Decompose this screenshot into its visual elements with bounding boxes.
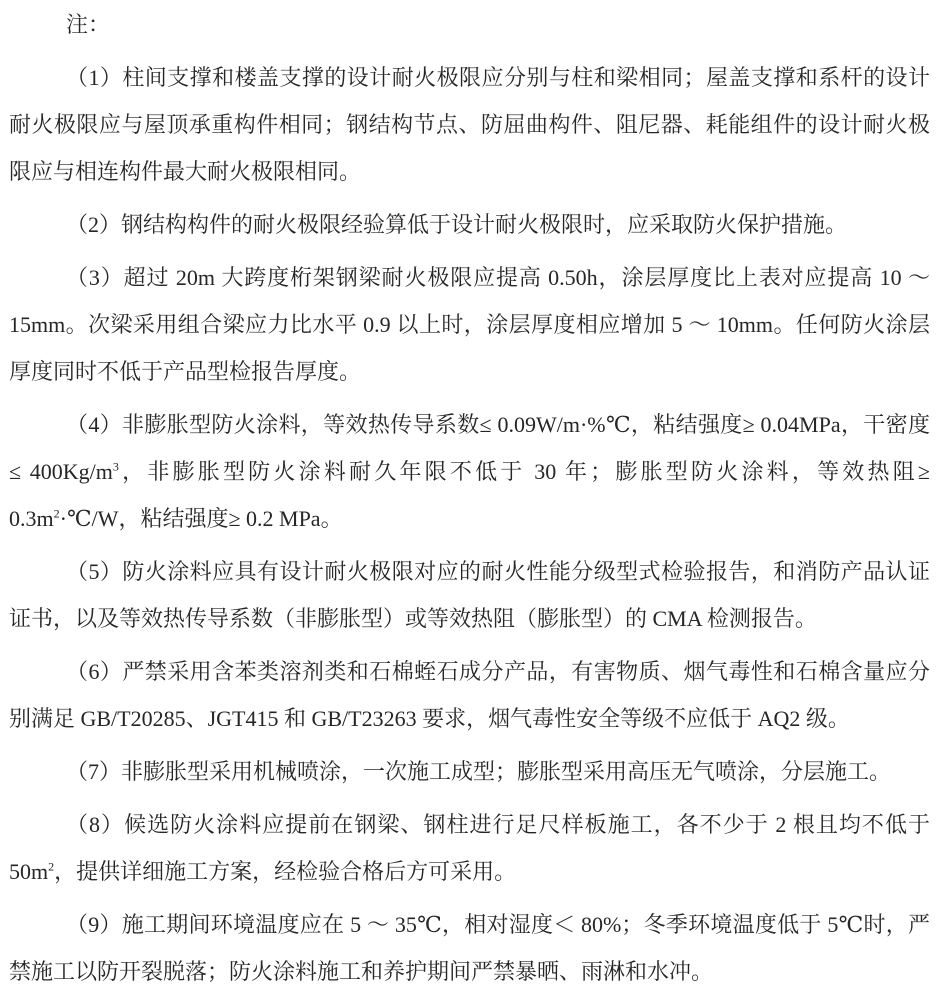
superscript-text: 3 — [112, 459, 119, 474]
note-paragraph: （8）候选防火涂料应提前在钢梁、钢柱进行足尺样板施工，各不少于 2 根且均不低于 $50m^2$，提供详细施工方案，经检验合格后方可采用。 — [9, 812, 930, 884]
note-paragraph: （5）防火涂料应具有设计耐火极限对应的耐火性能分级型式检验报告，和消防产品认证证书，以及等效热传导系数（非膨胀型）或等效热阻（膨胀型）的 CMA 检测报告。 — [9, 559, 930, 631]
superscript-text: 2 — [53, 506, 60, 521]
note-paragraph: （3）超过 20m 大跨度桁架钢梁耐火极限应提高 0.50h，涂层厚度比上表对应提高 10 ～ 15mm。次梁采用组合梁应力比水平 0.9 以上时，涂层厚度相应增加 5 ～ 10mm。任何防火涂层厚度同时不低于产品型检报告厚度。 — [9, 265, 930, 384]
notes-header: 注： — [66, 12, 111, 37]
note-paragraph: （9）施工期间环境温度应在 5 ～ 35℃，相对湿度＜ 80%；冬季环境温度低于 5℃时，严禁施工以防开裂脱落；防火涂料施工和养护期间严禁暴晒、雨淋和水冲。 — [9, 912, 930, 984]
note-paragraph: （2）钢结构构件的耐火极限经验算低于设计耐火极限时，应采取防火保护措施。 — [66, 212, 848, 237]
note-paragraph: （4）非膨胀型防火涂料，等效热传导系数≤ 0.09W/m·%℃，粘结强度≥ 0.04MPa，干密度≤ $400Kg/m^3$，非膨胀型防火涂料耐久年限不低于 30 年；膨胀型防火涂料，等效热阻≥ $0.3m^2\cdot℃/W$，粘结强度≥ 0.2 MPa。 — [9, 412, 931, 531]
note-paragraph: （7）非膨胀型采用机械喷涂，一次施工成型；膨胀型采用高压无气喷涂，分层施工。 — [66, 759, 892, 784]
note-paragraph: （6）严禁采用含苯类溶剂类和石棉蛭石成分产品，有害物质、烟气毒性和石棉含量应分别满足 GB/T20285、JGT415 和 GB/T23263 要求，烟气毒性安全等级不应低于 AQ2 级。 — [9, 659, 930, 731]
note-paragraph: （1）柱间支撑和楼盖支撑的设计耐火极限应分别与柱和梁相同；屋盖支撑和系杆的设计耐火极限应与屋顶承重构件相同；钢结构节点、防屈曲构件、阻尼器、耗能组件的设计耐火极限应与相连构件最大耐火极限相同。 — [9, 65, 930, 184]
superscript-text: 2 — [48, 859, 55, 874]
notes-list — [9, 54, 930, 995]
